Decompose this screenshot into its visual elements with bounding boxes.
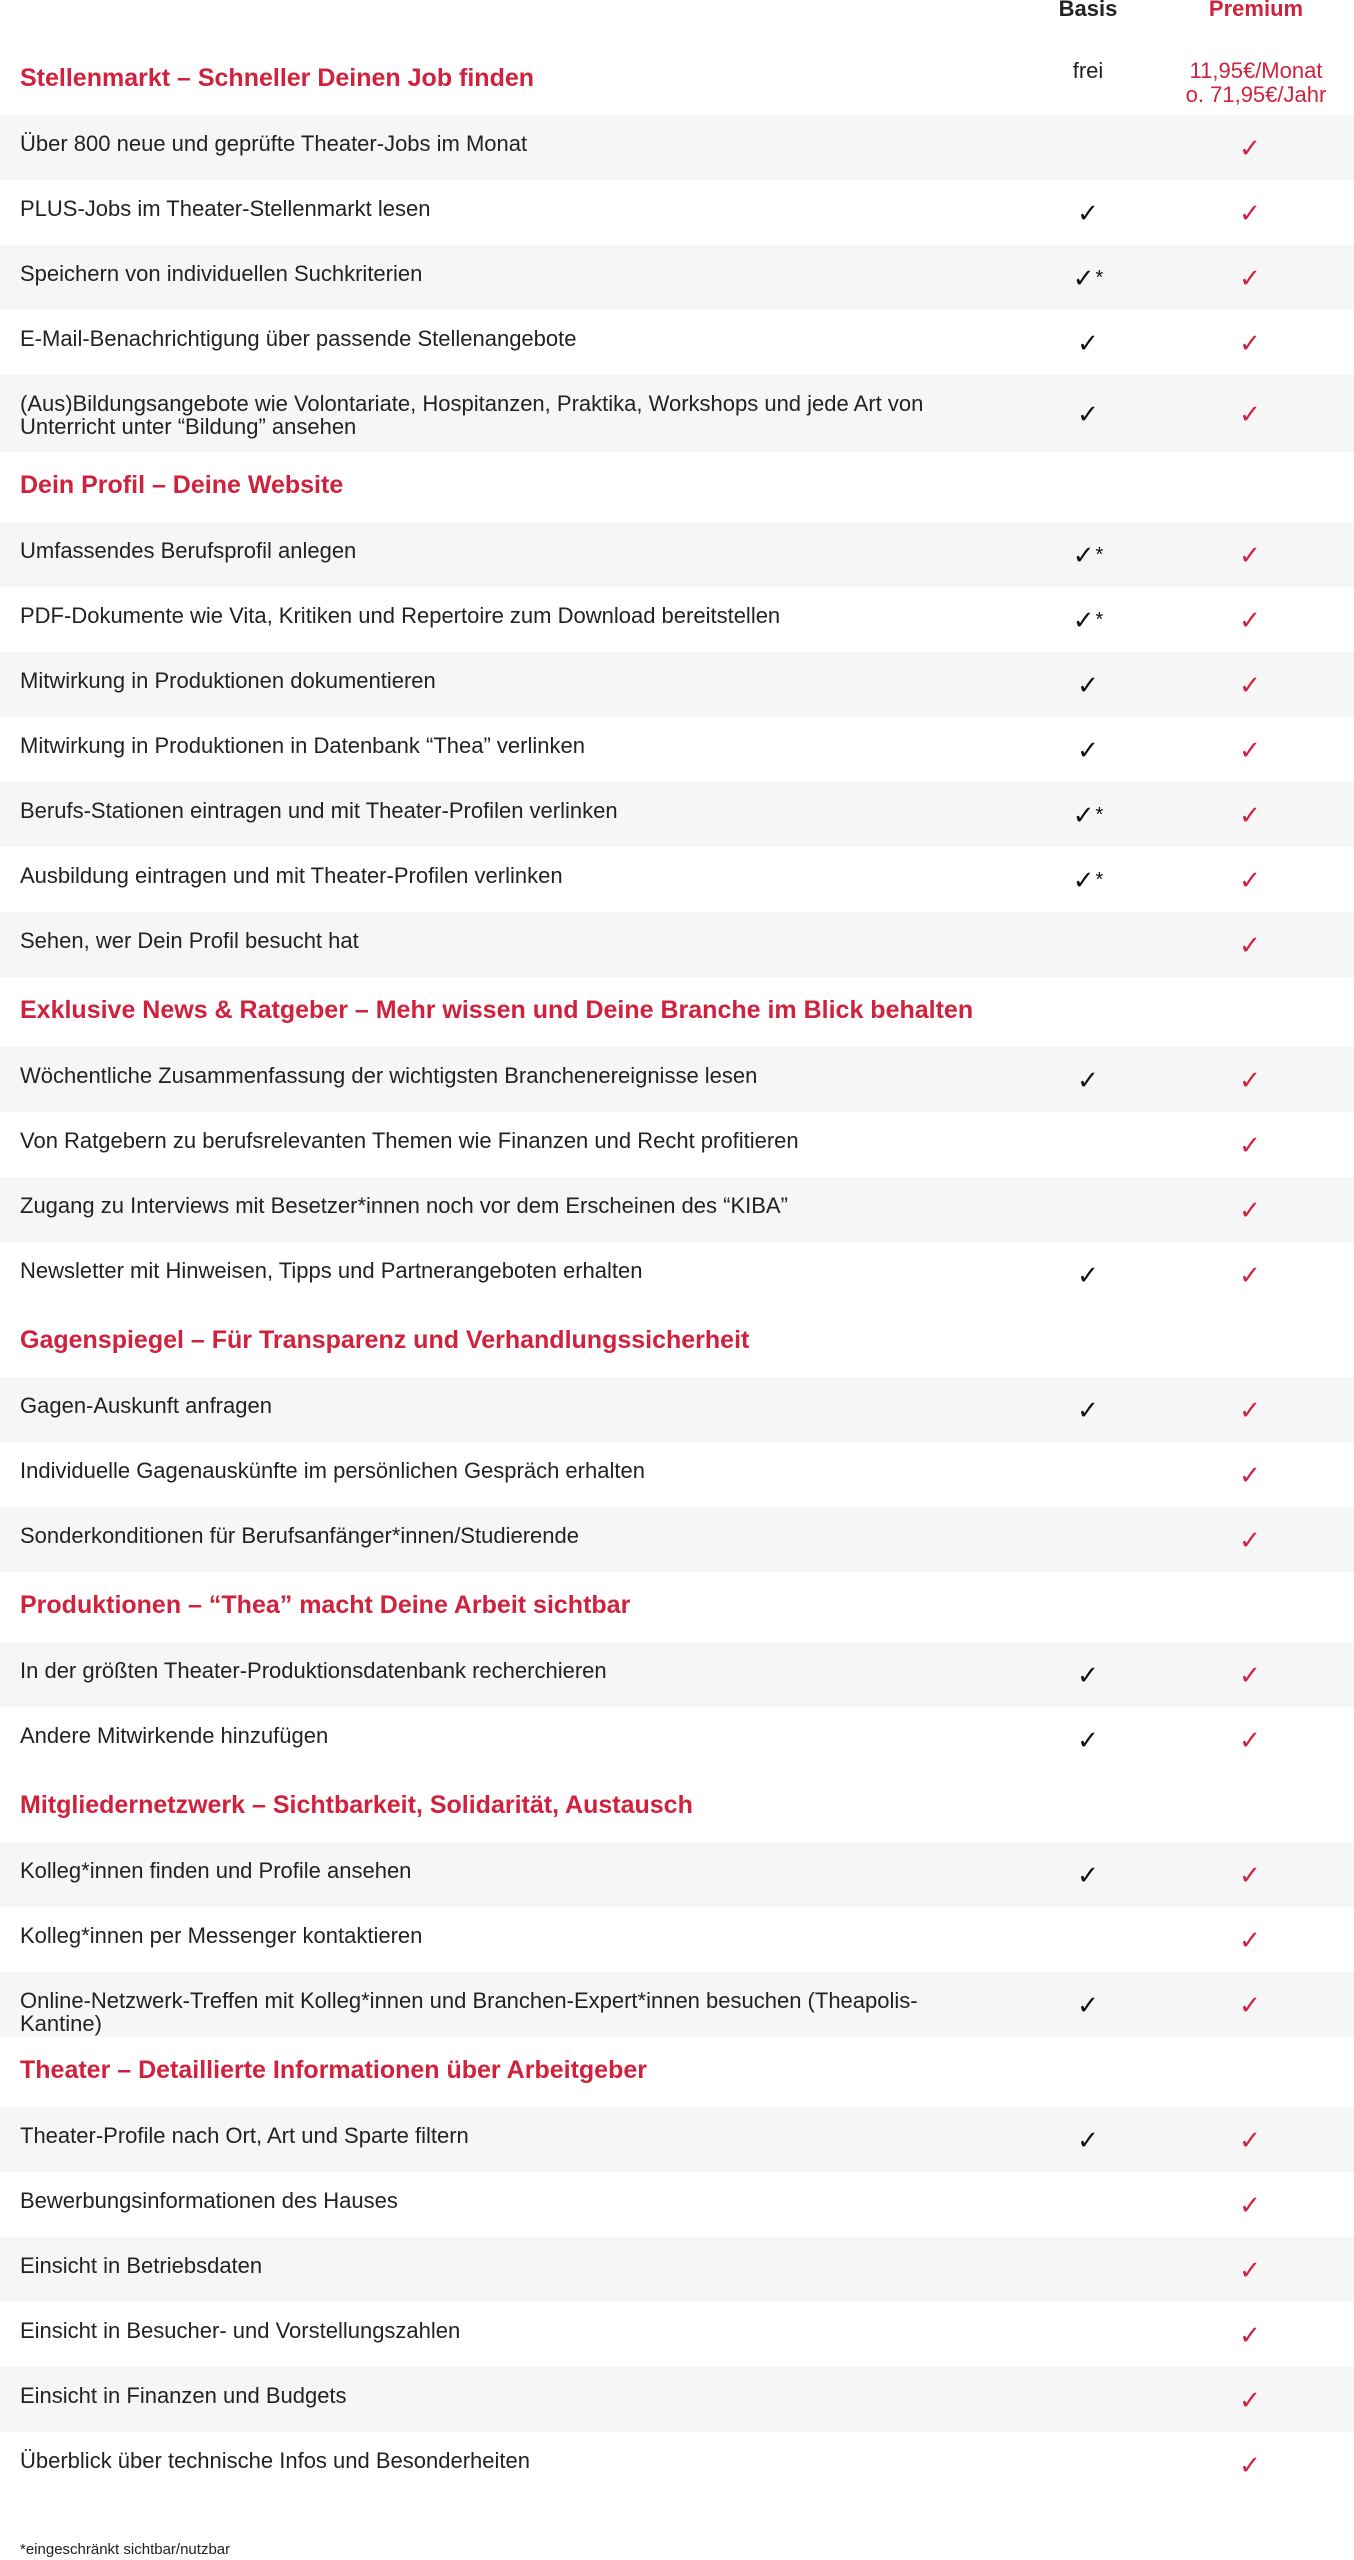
feature-label: Sonderkonditionen für Berufsanfänger*innen/Studierende <box>20 1523 579 1548</box>
feature-row <box>0 522 1354 587</box>
checkmark-glyph: ✓ <box>1239 133 1261 163</box>
checkmark-glyph: ✓ <box>1077 1260 1099 1290</box>
feature-row <box>0 115 1354 180</box>
basis-check-icon <box>1028 330 1148 356</box>
feature-label: Über 800 neue und geprüfte Theater-Jobs im Monat <box>20 131 528 156</box>
premium-column-header: Premium <box>1208 0 1304 21</box>
premium-check-icon <box>1190 1527 1310 1553</box>
checkmark-glyph: ✓ <box>1077 1990 1099 2020</box>
checkmark-glyph: ✓ <box>1239 735 1261 765</box>
feature-row <box>0 2172 1354 2237</box>
checkmark-glyph: ✓ <box>1239 1660 1261 1690</box>
checkmark-glyph: ✓ <box>1239 1130 1261 1160</box>
checkmark-glyph: ✓ <box>1072 540 1095 570</box>
premium-check-icon <box>1190 1727 1310 1753</box>
checkmark-glyph: ✓ <box>1239 1725 1261 1755</box>
checkmark-glyph: ✓ <box>1239 800 1261 830</box>
checkmark-glyph: ✓ <box>1239 605 1261 635</box>
premium-check-icon <box>1190 401 1310 427</box>
checkmark-glyph: ✓ <box>1072 865 1095 895</box>
feature-label: Gagen-Auskunft anfragen <box>20 1393 272 1418</box>
basis-price: frei <box>1072 58 1104 83</box>
basis-check-icon <box>1028 1662 1148 1688</box>
basis-restricted-check-icon <box>1028 867 1148 893</box>
premium-check-icon <box>1190 1397 1310 1423</box>
premium-check-icon <box>1190 1927 1310 1953</box>
checkmark-glyph: ✓ <box>1077 1065 1099 1095</box>
premium-price-yearly: o. 71,95€/Jahr <box>1185 82 1327 107</box>
feature-row <box>0 1377 1354 1442</box>
checkmark-glyph: ✓ <box>1077 735 1099 765</box>
feature-label: Einsicht in Finanzen und Budgets <box>20 2383 347 2408</box>
restricted-marker: * <box>1095 609 1104 631</box>
checkmark-glyph: ✓ <box>1239 930 1261 960</box>
basis-restricted-check-icon <box>1028 607 1148 633</box>
restricted-marker: * <box>1095 804 1104 826</box>
feature-row <box>0 1707 1354 1772</box>
basis-check-icon <box>1028 1067 1148 1093</box>
feature-row <box>0 1112 1354 1177</box>
premium-check-icon <box>1190 1862 1310 1888</box>
feature-row <box>0 717 1354 782</box>
checkmark-glyph: ✓ <box>1239 198 1261 228</box>
checkmark-glyph: ✓ <box>1239 1925 1261 1955</box>
basis-check-icon <box>1028 2127 1148 2153</box>
feature-row <box>0 245 1354 310</box>
premium-check-icon <box>1190 607 1310 633</box>
premium-check-icon <box>1190 200 1310 226</box>
feature-row <box>0 1642 1354 1707</box>
feature-row <box>0 1442 1354 1507</box>
checkmark-glyph: ✓ <box>1077 2125 1099 2155</box>
checkmark-glyph: ✓ <box>1072 800 1095 830</box>
section-title: Gagenspiegel – Für Transparenz und Verhandlungssicherheit <box>20 1326 750 1354</box>
feature-label: Sehen, wer Dein Profil besucht hat <box>20 928 359 953</box>
feature-row <box>0 587 1354 652</box>
premium-check-icon <box>1190 672 1310 698</box>
premium-check-icon <box>1190 802 1310 828</box>
basis-check-icon <box>1028 401 1148 427</box>
premium-check-icon <box>1190 265 1310 291</box>
feature-label: Newsletter mit Hinweisen, Tipps und Partnerangeboten erhalten <box>20 1258 643 1283</box>
feature-label: Einsicht in Betriebsdaten <box>20 2253 263 2278</box>
checkmark-glyph: ✓ <box>1077 328 1099 358</box>
basis-check-icon <box>1028 672 1148 698</box>
feature-label: Überblick über technische Infos und Besonderheiten <box>20 2448 530 2473</box>
feature-label: In der größten Theater-Produktionsdatenbank recherchieren <box>20 1658 607 1683</box>
basis-check-icon <box>1028 1262 1148 1288</box>
feature-row <box>0 1907 1354 1972</box>
feature-label: Wöchentliche Zusammenfassung der wichtigsten Branchenereignisse lesen <box>20 1063 758 1088</box>
feature-label: Theater-Profile nach Ort, Art und Sparte filtern <box>20 2123 469 2148</box>
feature-label: Kolleg*innen per Messenger kontaktieren <box>20 1923 423 1948</box>
feature-label: Mitwirkung in Produktionen dokumentieren <box>20 668 436 693</box>
checkmark-glyph: ✓ <box>1072 263 1095 293</box>
checkmark-glyph: ✓ <box>1077 1725 1099 1755</box>
checkmark-glyph: ✓ <box>1239 1260 1261 1290</box>
feature-label: Andere Mitwirkende hinzufügen <box>20 1723 329 1748</box>
feature-row <box>0 1242 1354 1307</box>
restricted-marker: * <box>1095 869 1104 891</box>
checkmark-glyph: ✓ <box>1239 2385 1261 2415</box>
section-title: Produktionen – “Thea” macht Deine Arbeit sichtbar <box>20 1591 631 1619</box>
basis-check-icon <box>1028 737 1148 763</box>
feature-row <box>0 1507 1354 1572</box>
checkmark-glyph: ✓ <box>1239 1395 1261 1425</box>
premium-check-icon <box>1190 2257 1310 2283</box>
premium-check-icon <box>1190 542 1310 568</box>
basis-restricted-check-icon <box>1028 802 1148 828</box>
feature-row <box>0 310 1354 375</box>
checkmark-glyph: ✓ <box>1077 399 1099 429</box>
checkmark-glyph: ✓ <box>1077 1395 1099 1425</box>
checkmark-glyph: ✓ <box>1239 1460 1261 1490</box>
checkmark-glyph: ✓ <box>1239 1860 1261 1890</box>
feature-row <box>0 847 1354 912</box>
section-title: Mitgliedernetzwerk – Sichtbarkeit, Solidarität, Austausch <box>20 1791 693 1819</box>
section-title: Stellenmarkt – Schneller Deinen Job finden <box>20 64 535 92</box>
footnote: *eingeschränkt sichtbar/nutzbar <box>20 2541 231 2558</box>
premium-check-icon <box>1190 1992 1310 2018</box>
feature-label: PLUS-Jobs im Theater-Stellenmarkt lesen <box>20 196 431 221</box>
premium-check-icon <box>1190 1197 1310 1223</box>
feature-row <box>0 180 1354 245</box>
premium-check-icon <box>1190 1132 1310 1158</box>
premium-check-icon <box>1190 1662 1310 1688</box>
section-title: Theater – Detaillierte Informationen über Arbeitgeber <box>20 2056 647 2084</box>
feature-label: Bewerbungsinformationen des Hauses <box>20 2188 398 2213</box>
feature-label: Online-Netzwerk-Treffen mit Kolleg*innen und Branchen-Expert*innen besuchen (Theapolis-Kantine) <box>20 1988 918 2036</box>
checkmark-glyph: ✓ <box>1077 1660 1099 1690</box>
section-title: Dein Profil – Deine Website <box>20 471 344 499</box>
basis-check-icon <box>1028 1862 1148 1888</box>
premium-price-monthly: 11,95€/Monat <box>1189 58 1323 83</box>
basis-check-icon <box>1028 200 1148 226</box>
checkmark-glyph: ✓ <box>1239 2320 1261 2350</box>
checkmark-glyph: ✓ <box>1239 1065 1261 1095</box>
premium-check-icon <box>1190 135 1310 161</box>
checkmark-glyph: ✓ <box>1239 1195 1261 1225</box>
feature-label: Zugang zu Interviews mit Besetzer*innen noch vor dem Erscheinen des “KIBA” <box>20 1193 788 1218</box>
feature-row <box>0 2367 1354 2432</box>
premium-check-icon <box>1190 2452 1310 2478</box>
feature-row <box>0 1842 1354 1907</box>
premium-check-icon <box>1190 2127 1310 2153</box>
feature-row <box>0 1972 1354 2037</box>
checkmark-glyph: ✓ <box>1077 670 1099 700</box>
feature-row <box>0 912 1354 977</box>
premium-check-icon <box>1190 330 1310 356</box>
premium-check-icon <box>1190 2387 1310 2413</box>
feature-label: Von Ratgebern zu berufsrelevanten Themen wie Finanzen und Recht profitieren <box>20 1128 799 1153</box>
feature-row <box>0 2302 1354 2367</box>
feature-label: Mitwirkung in Produktionen in Datenbank “Thea” verlinken <box>20 733 585 758</box>
checkmark-glyph: ✓ <box>1239 328 1261 358</box>
feature-label: Individuelle Gagenauskünfte im persönlichen Gespräch erhalten <box>20 1458 645 1483</box>
checkmark-glyph: ✓ <box>1239 865 1261 895</box>
basis-check-icon <box>1028 1397 1148 1423</box>
premium-check-icon <box>1190 1262 1310 1288</box>
premium-check-icon <box>1190 1067 1310 1093</box>
feature-row <box>0 2107 1354 2172</box>
checkmark-glyph: ✓ <box>1239 2190 1261 2220</box>
premium-check-icon <box>1190 737 1310 763</box>
checkmark-glyph: ✓ <box>1239 263 1261 293</box>
basis-column-header: Basis <box>1058 0 1118 21</box>
checkmark-glyph: ✓ <box>1239 2255 1261 2285</box>
checkmark-glyph: ✓ <box>1239 540 1261 570</box>
basis-check-icon <box>1028 1992 1148 2018</box>
premium-check-icon <box>1190 932 1310 958</box>
checkmark-glyph: ✓ <box>1239 1990 1261 2020</box>
feature-row <box>0 652 1354 717</box>
basis-check-icon <box>1028 1727 1148 1753</box>
feature-label: Speichern von individuellen Suchkriterien <box>20 261 423 286</box>
section-title: Exklusive News & Ratgeber – Mehr wissen und Deine Branche im Blick behalten <box>20 996 974 1024</box>
checkmark-glyph: ✓ <box>1072 605 1095 635</box>
premium-check-icon <box>1190 867 1310 893</box>
checkmark-glyph: ✓ <box>1239 1525 1261 1555</box>
feature-label: Einsicht in Besucher- und Vorstellungszahlen <box>20 2318 461 2343</box>
premium-check-icon <box>1190 2192 1310 2218</box>
premium-check-icon <box>1190 2322 1310 2348</box>
feature-row <box>0 375 1354 452</box>
feature-row <box>0 1047 1354 1112</box>
feature-label: E-Mail-Benachrichtigung über passende Stellenangebote <box>20 326 577 351</box>
feature-row <box>0 782 1354 847</box>
feature-label: Ausbildung eintragen und mit Theater-Profilen verlinken <box>20 863 563 888</box>
checkmark-glyph: ✓ <box>1239 399 1261 429</box>
basis-restricted-check-icon <box>1028 265 1148 291</box>
restricted-marker: * <box>1095 544 1104 566</box>
feature-row <box>0 2432 1354 2497</box>
feature-label: Kolleg*innen finden und Profile ansehen <box>20 1858 412 1883</box>
feature-row <box>0 1177 1354 1242</box>
checkmark-glyph: ✓ <box>1239 2125 1261 2155</box>
basis-restricted-check-icon <box>1028 542 1148 568</box>
feature-row <box>0 2237 1354 2302</box>
feature-label: Umfassendes Berufsprofil anlegen <box>20 538 357 563</box>
restricted-marker: * <box>1095 267 1104 289</box>
feature-label: PDF-Dokumente wie Vita, Kritiken und Repertoire zum Download bereitstellen <box>20 603 781 628</box>
feature-label: Berufs-Stationen eintragen und mit Theater-Profilen verlinken <box>20 798 618 823</box>
checkmark-glyph: ✓ <box>1077 1860 1099 1890</box>
checkmark-glyph: ✓ <box>1239 670 1261 700</box>
checkmark-glyph: ✓ <box>1239 2450 1261 2480</box>
checkmark-glyph: ✓ <box>1077 198 1099 228</box>
premium-check-icon <box>1190 1462 1310 1488</box>
feature-label: (Aus)Bildungsangebote wie Volontariate, Hospitanzen, Praktika, Workshops und jede Art von Unterricht unter “Bildung” ansehen <box>20 391 924 439</box>
